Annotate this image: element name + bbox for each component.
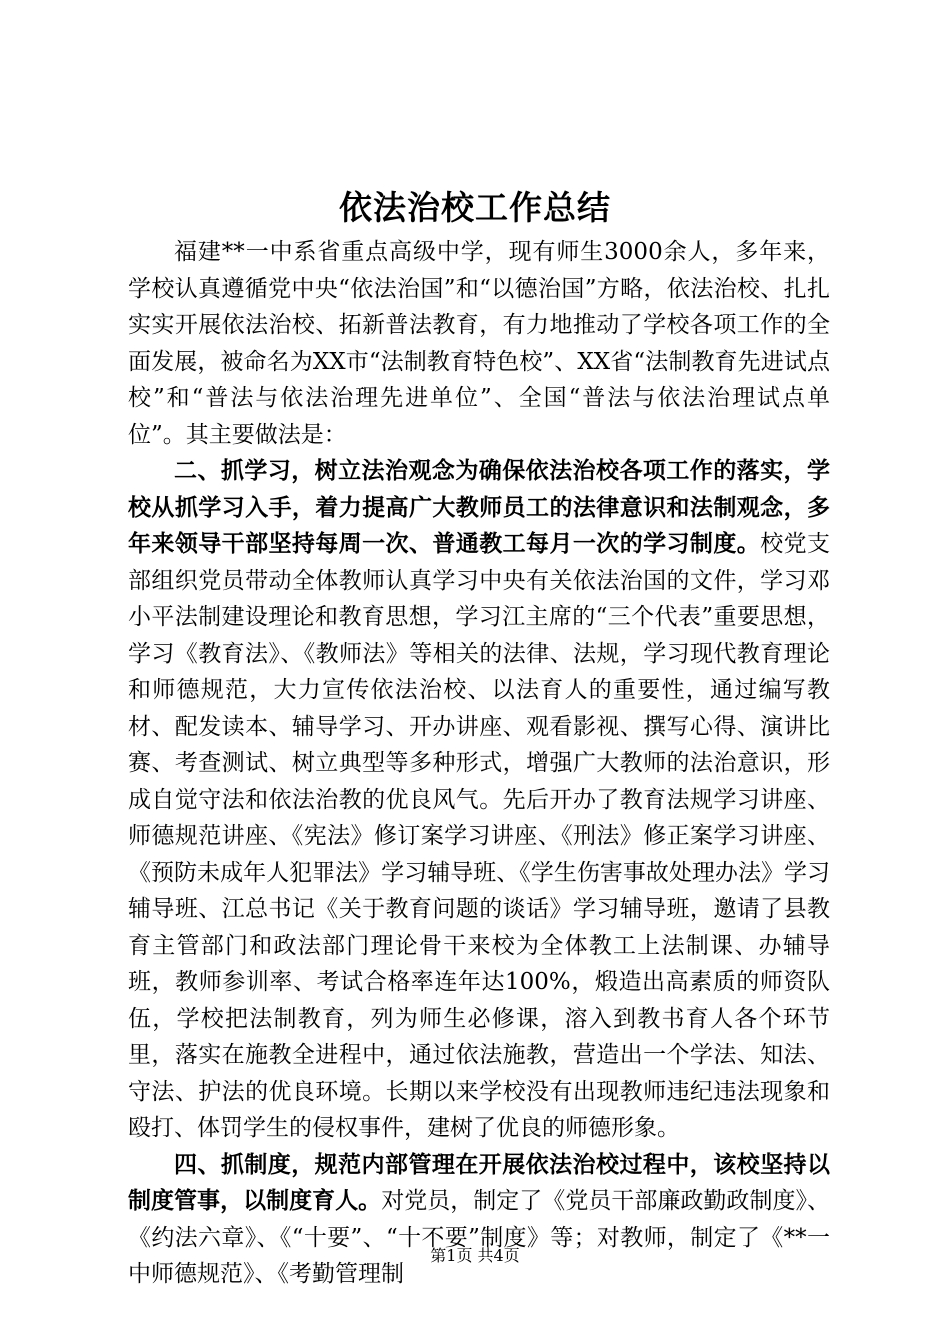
paragraph-lead: 二、抓学习，树立法治观念为确保依法治校各项工作的落实，学校从抓学习入手，着力提高广大教师员工的法律意识和法制观念，多年来领导干部坚持每周一次、普通教工每月一次的学习制度。 — [128, 457, 830, 557]
paragraph-system — [128, 1147, 830, 1293]
paragraph-intro — [128, 234, 830, 453]
page-number: 第1页 共4页 — [430, 1246, 520, 1265]
paragraph-study — [128, 453, 830, 1147]
paragraph-lead: 四、抓制度，规范内部管理在开展依法治校过程中，该校坚持以制度管事，以制度育人。 — [128, 1150, 830, 1214]
page-title: 依法治校工作总结 — [339, 188, 611, 227]
paragraph-text: 福建**一中系省重点高级中学，现有师生3000余人，多年来，学校认真遵循党中央“依法治国”和“以德治国”方略，依法治校、扎扎实实开展依法治校、拓新普法教育，有力地推动了学校各项工作的全面发展，被命名为XX市“法制教育特色校”、XX省“法制教育先进试点校”和“普法与依法治理先进单位”、全国“普法与依法治理试点单位”。其主要做法是： — [128, 239, 830, 448]
paragraph-text: 校党支部组织党员带动全体教师认真学习中央有关依法治国的文件，学习邓小平法制建设理论和教育思想，学习江主席的“三个代表”重要思想，学习《教育法》、《教师法》等相关的法律、法规，学习现代教育理论和师德规范，大力宣传依法治校、以法育人的重要性，通过编写教材、配发读本、辅导学习、开办讲座、观看影视、撰写心得、演讲比赛、考查测试、树立典型等多种形式，增强广大教师的法治意识，形成自觉守法和依法治教的优良风气。先后开办了教育法规学习讲座、师德规范讲座、《宪法》修订案学习讲座、《刑法》修正案学习讲座、《预防未成年人犯罪法》学习辅导班、《学生伤害事故处理办法》学习辅导班、江总书记《关于教育问题的谈话》学习辅导班，邀请了县教育主管部门和政法部门理论骨干来校为全体教工上法制课、办辅导班，教师参训率、考试合格率连年达100%，煅造出高素质的师资队伍，学校把法制教育，列为师生必修课，溶入到教书育人各个环节里，落实在施教全进程中，通过依法施教，营造出一个学法、知法、守法、护法的优良环境。长期以来学校没有出现教师违纪违法现象和殴打、体罚学生的侵权事件，建树了优良的师德形象。 — [128, 531, 831, 1141]
document-body — [128, 234, 830, 1293]
paragraph-text: 对党员，制定了《党员干部廉政勤政制度》、《约法六章》、《“十要”、“十不要”制度》等；对教师，制定了《**一中师德规范》、《考勤管理制 — [128, 1188, 831, 1287]
